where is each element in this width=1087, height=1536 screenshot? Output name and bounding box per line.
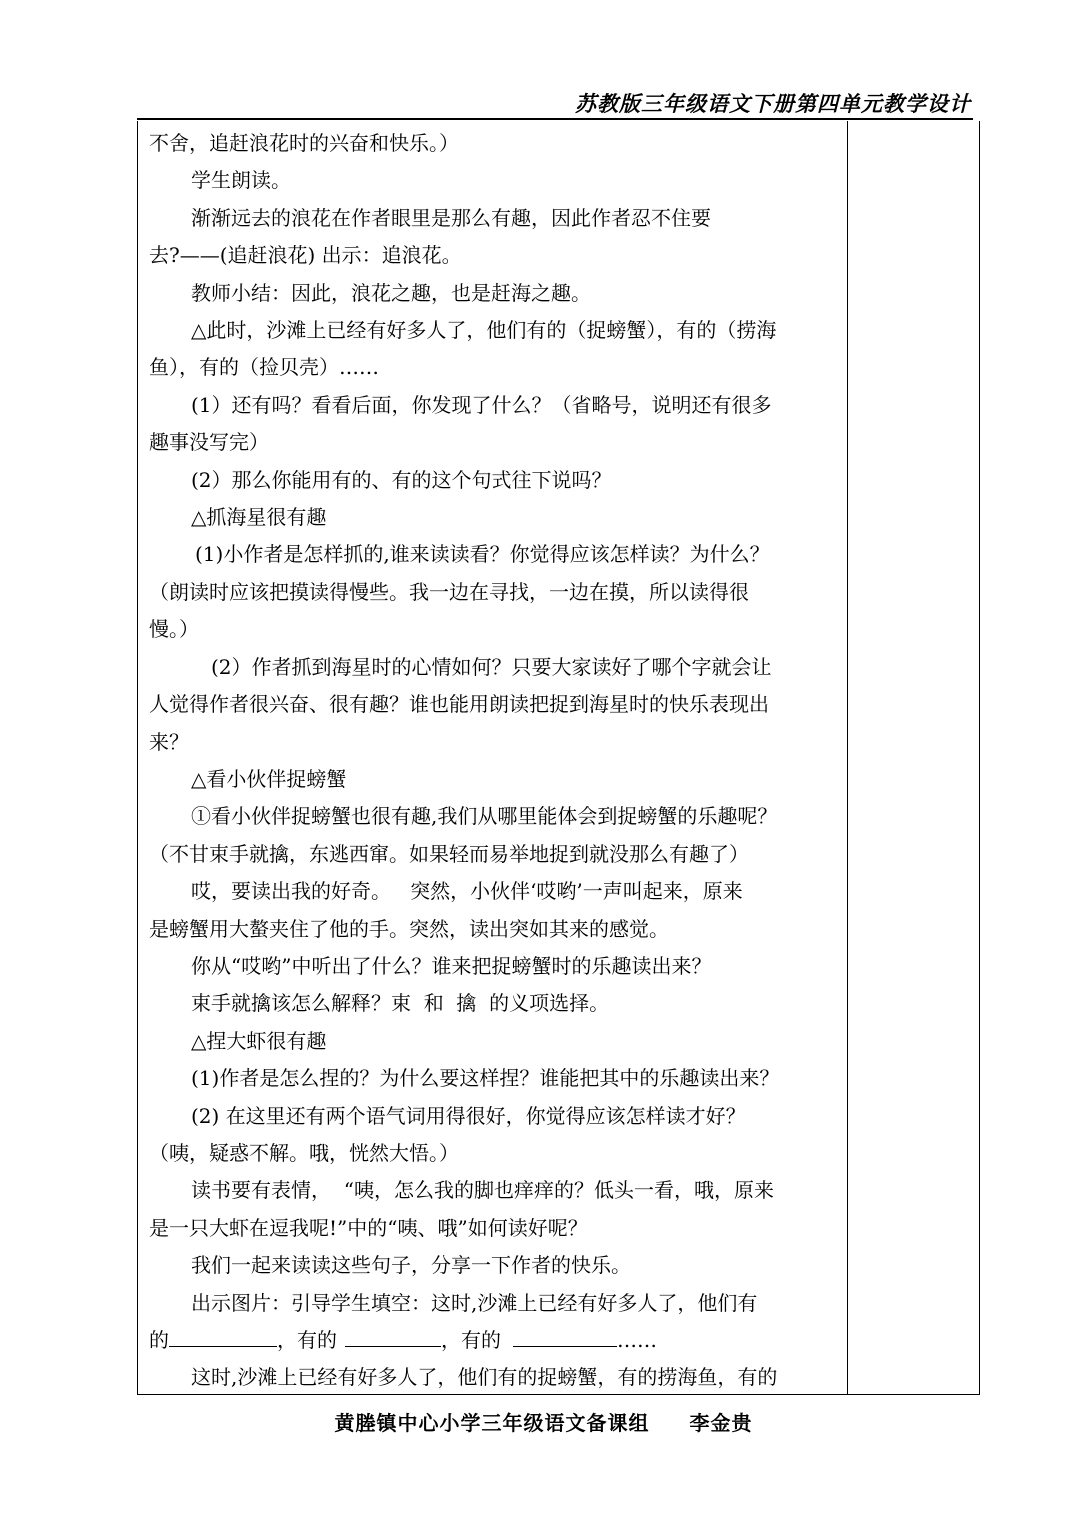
text-line: (2）作者抓到海星时的心情如何？只要大家读好了哪个字就会让: [211, 654, 772, 679]
fill-text: ，有的: [277, 1328, 337, 1352]
text-line: （不甘束手就擒，东逃西窜。如果轻而易举地捉到就没那么有趣了）: [149, 841, 749, 866]
text-line: 哎，要读出我的好奇。 突然，小伙伴‘哎哟’一声叫起来，原来: [191, 879, 743, 904]
text-line: 人觉得作者很兴奋、很有趣？谁也能用朗读把捉到海星时的快乐表现出: [149, 692, 769, 717]
document-header-title: 苏教版三年级语文下册第四单元教学设计: [575, 92, 971, 116]
footer-author: 李金贵: [689, 1411, 753, 1435]
text-line: 教师小结：因此，浪花之趣，也是赶海之趣。: [191, 280, 591, 305]
text-line: 不舍，追赶浪花时的兴奋和快乐。）: [149, 131, 459, 155]
text-line: 是一只大虾在逗我呢!”中的“咦、哦”如何读好呢？: [149, 1215, 588, 1240]
fill-text: ……: [617, 1328, 657, 1352]
text-line: (2) 在这里还有两个语气词用得很好，你觉得应该怎样读才好？: [191, 1103, 746, 1128]
text-line: 你从“哎哟”中听出了什么？谁来把捉螃蟹时的乐趣读出来？: [191, 953, 712, 978]
text-line: ①看小伙伴捉螃蟹也很有趣,我们从哪里能体会到捉螃蟹的乐趣呢？: [191, 804, 778, 829]
footer-school: 黄塍镇中心小学三年级语文备课组: [334, 1411, 650, 1435]
fill-blank: [345, 1324, 441, 1347]
text-line: (1)小作者是怎样抓的,谁来读读看？你觉得应该怎样读？为什么？: [195, 542, 770, 567]
text-line: （咦，疑惑不解。哦，恍然大悟。）: [149, 1140, 459, 1165]
fill-in-line: [149, 1322, 839, 1359]
section-heading: △捏大虾很有趣: [191, 1028, 327, 1053]
text-line: △此时，沙滩上已经有好多人了，他们有的（捉螃蟹），有的（捞海: [191, 318, 777, 343]
text-line: 是螃蟹用大螯夹住了他的手。突然，读出突如其来的感觉。: [149, 916, 669, 941]
text-line: (1）还有吗？看看后面，你发现了什么？（省略号，说明还有很多: [191, 392, 772, 417]
text-line: 渐渐远去的浪花在作者眼里是那么有趣，因此作者忍不住要: [191, 205, 711, 230]
header-rule: [137, 118, 973, 120]
text-line: 出示图片：引导学生填空：这时,沙滩上已经有好多人了，他们有: [191, 1290, 758, 1315]
text-line: 趣事没写完）: [149, 430, 269, 455]
text-line: （朗读时应该把摸读得慢些。我一边在寻找，一边在摸，所以读得很: [149, 579, 749, 604]
section-heading: △抓海星很有趣: [191, 505, 327, 530]
text-line: (1)作者是怎么捏的？为什么要这样捏？谁能把其中的乐趣读出来？: [191, 1066, 780, 1091]
text-line: (2）那么你能用有的、有的这个句式往下说吗？: [191, 467, 612, 492]
text-line: 慢。）: [149, 617, 199, 642]
fill-text: 的: [149, 1328, 169, 1352]
text-line: 读书要有表情， “咦，怎么我的脚也痒痒的？低头一看，哦，原来: [191, 1178, 774, 1203]
document-footer: [0, 1407, 1087, 1436]
text-line: 去?——(追赶浪花) 出示：追浪花。: [149, 243, 462, 268]
text-line: 学生朗读。: [191, 168, 291, 193]
text-line: 鱼），有的（捡贝壳）……: [149, 355, 379, 380]
text-line: 束手就擒该怎么解释？束 和 擒 的义项选择。: [191, 991, 610, 1016]
fill-text: ，有的: [441, 1328, 501, 1352]
fill-blank: [513, 1324, 617, 1347]
table-column-divider: [847, 121, 848, 1395]
lesson-content: [149, 125, 839, 1397]
section-heading: △看小伙伴捉螃蟹: [191, 766, 347, 791]
text-line: 来？: [149, 729, 189, 754]
text-line: 我们一起来读读这些句子，分享一下作者的快乐。: [191, 1253, 631, 1278]
fill-blank: [169, 1324, 277, 1347]
text-line: 这时,沙滩上已经有好多人了，他们有的捉螃蟹，有的捞海鱼，有的: [191, 1365, 778, 1390]
